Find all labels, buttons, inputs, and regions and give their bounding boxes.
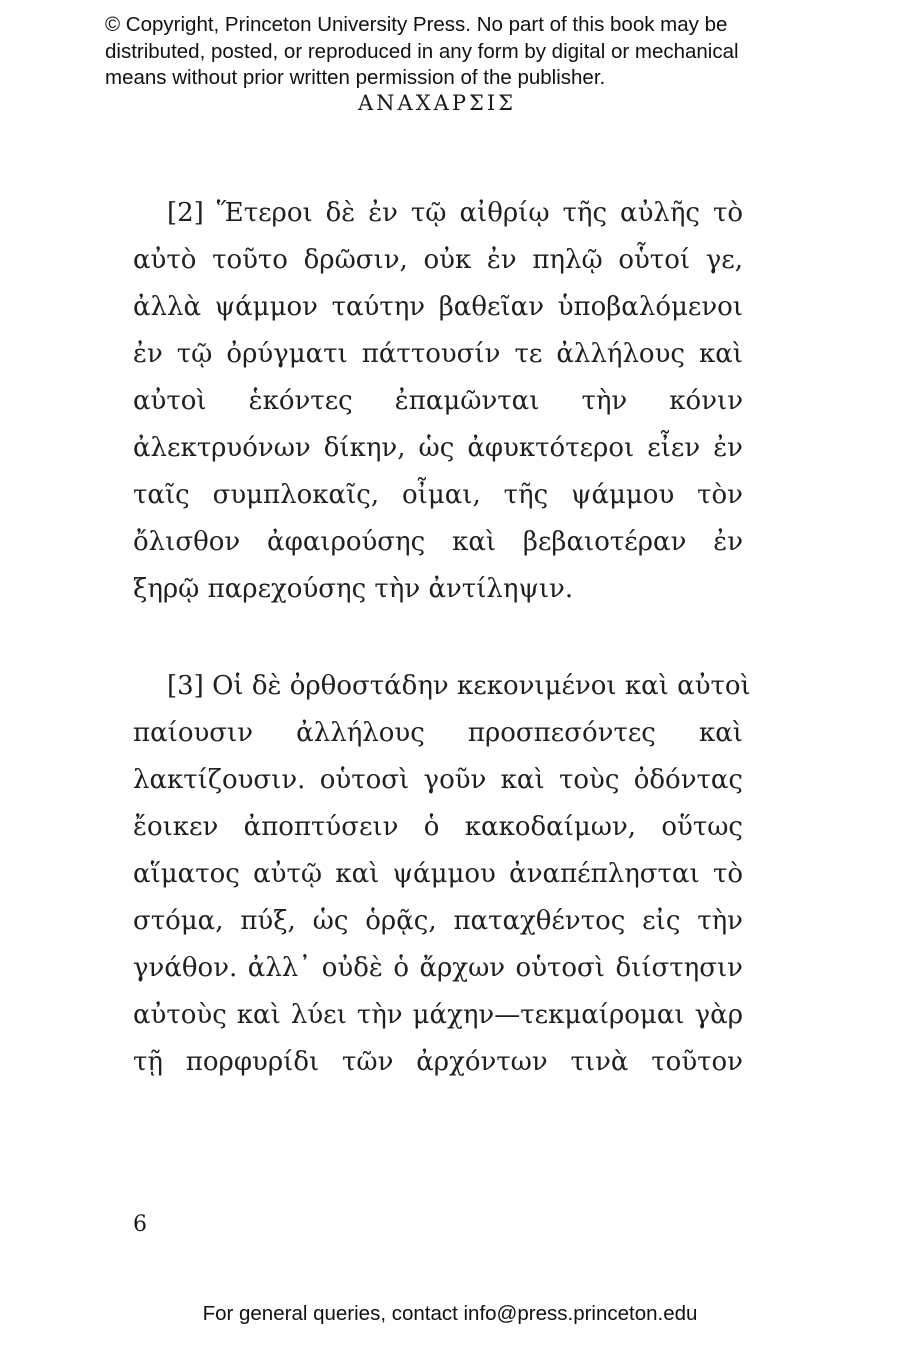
text-line: ἔοικεν ἀποπτύσειν ὁ κακοδαίμων, οὕτως <box>133 812 743 842</box>
text-line: ταῖς συμπλοκαῖς, οἶμαι, τῆς ψάμμου τὸν <box>133 480 743 510</box>
text-line: παίουσιν ἀλλήλους προσπεσόντες καὶ <box>133 718 743 748</box>
copyright-line: distributed, posted, or reproduced in any form by digital or mechanical <box>105 39 739 63</box>
text-line: ξηρῷ παρεχούσης τὴν ἀντίληψιν. <box>133 574 574 604</box>
page-number: 6 <box>133 1212 147 1237</box>
text-line: γνάθον. ἀλλ᾽ οὐδὲ ὁ ἄρχων οὑτοσὶ διίστησιν <box>133 953 743 983</box>
text-line: ἀλεκτρυόνων δίκην, ὡς ἀφυκτότεροι εἶεν ἐν <box>133 433 743 463</box>
text-line: αὐτὸ τοῦτο δρῶσιν, οὐκ ἐν πηλῷ οὗτοί γε, <box>133 245 743 275</box>
text-line: λακτίζουσιν. οὑτοσὶ γοῦν καὶ τοὺς ὀδόντας <box>133 765 743 795</box>
text-line: [3] Οἱ δὲ ὀρθοστάδην κεκονιμένοι καὶ αὐτοὶ <box>167 671 751 701</box>
running-head: ΑΝΑΧΑΡΣΙΣ <box>358 91 516 115</box>
text-line: ἐν τῷ ὀρύγματι πάττουσίν τε ἀλλήλους καὶ <box>133 339 743 369</box>
paragraph-2 <box>133 190 743 613</box>
footer-contact: For general queries, contact info@press.princeton.edu <box>202 1302 698 1325</box>
copyright-line: means without prior written permission of the publisher. <box>105 66 606 89</box>
text-line: ἀλλὰ ψάμμον ταύτην βαθεῖαν ὑποβαλόμενοι <box>133 292 743 322</box>
paragraph-3 <box>133 663 751 1086</box>
text-line: αὐτοὶ ἑκόντες ἐπαμῶνται τὴν κόνιν <box>133 386 743 416</box>
text-line: ὄλισθον ἀφαιρούσης καὶ βεβαιοτέραν ἐν <box>133 527 743 557</box>
text-line: αὐτοὺς καὶ λύει τὴν μάχην—τεκμαίρομαι γὰρ <box>133 1000 743 1030</box>
text-line: [2] Ἕτεροι δὲ ἐν τῷ αἰθρίῳ τῆς αὐλῆς τὸ <box>167 198 743 228</box>
text-line: στόμα, πύξ, ὡς ὁρᾷς, παταχθέντος εἰς τὴν <box>133 906 743 936</box>
copyright-notice <box>105 12 865 92</box>
copyright-line: © Copyright, Princeton University Press. No part of this book may be <box>105 13 728 36</box>
text-line: αἵματος αὐτῷ καὶ ψάμμου ἀναπέπλησται τὸ <box>133 859 743 889</box>
text-line: τῇ πορφυρίδι τῶν ἀρχόντων τινὰ τοῦτον <box>133 1047 743 1077</box>
